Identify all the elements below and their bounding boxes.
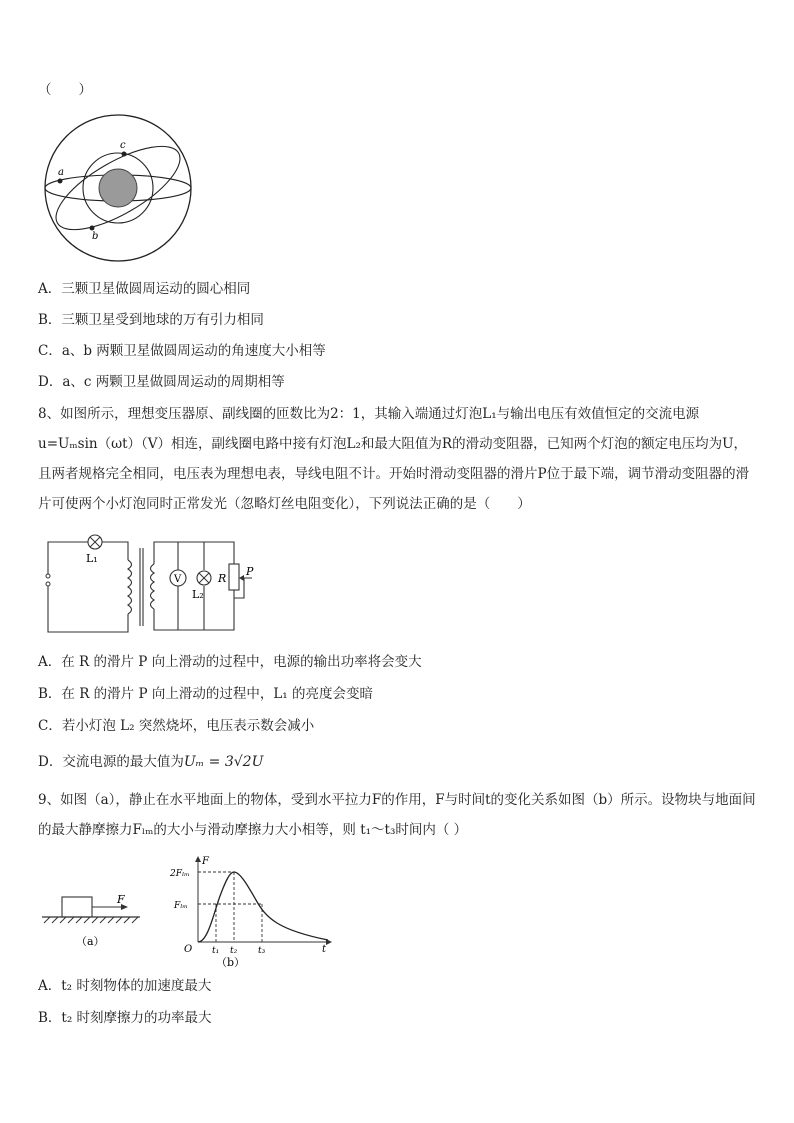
earth [99, 169, 137, 207]
f-axis-label: F [202, 856, 209, 867]
ground-hatching [44, 917, 138, 923]
t-axis-label: t [322, 944, 327, 955]
satellite-a-label: a [58, 167, 64, 178]
satellite-c-label: c [120, 140, 126, 151]
force-curve [198, 872, 328, 942]
y-tick-flm: Fₗₘ [174, 901, 188, 911]
x-tick-t2: t₂ [230, 946, 238, 956]
q7-option-b: B．三颗卫星受到地球的万有引力相同 [38, 312, 264, 328]
figure-a-block-on-ground [40, 888, 150, 952]
satellite-b-label: b [92, 231, 99, 242]
source-terminal-bottom [46, 582, 50, 586]
origin-label: O [184, 944, 193, 955]
transformer-circuit-diagram [42, 530, 252, 638]
source-terminal-top [46, 574, 50, 578]
q8-option-c: C．若小灯泡 L₂ 突然烧坏，电压表示数会减小 [38, 718, 315, 734]
q8-option-d-text: D．交流电源的最大值为 [38, 754, 184, 770]
figure-b-caption: （b） [216, 956, 246, 969]
q9-question-text: 9、如图（a），静止在水平地面上的物体，受到水平拉力F的作用，F与时间t的变化关系如图（b）所示。设物块与地面间的最大静摩擦力Fₗₘ的大小与滑动摩擦力大小相等，则 t₁～t₃时间内（ ） [38, 792, 756, 838]
figure-b-force-time-graph [168, 852, 338, 968]
rheostat-r-label: R [218, 572, 227, 585]
q8-option-b: B．在 R 的滑片 P 向上滑动的过程中，L₁ 的亮度会变暗 [38, 686, 374, 702]
slider-p-label: P [246, 565, 254, 578]
satellite-a-dot [58, 179, 63, 184]
answer-paren: （ ） [38, 82, 92, 98]
satellite-c-dot [122, 152, 127, 157]
q8-option-d-formula: Uₘ = 3√2U [183, 754, 264, 770]
q9-option-a: A．t₂ 时刻物体的加速度最大 [38, 978, 212, 994]
l2-label: L₂ [192, 588, 204, 601]
q7-option-c: C．a、b 两颗卫星做圆周运动的角速度大小相等 [38, 343, 326, 359]
l1-label: L₁ [86, 552, 98, 565]
x-tick-t3: t₃ [258, 946, 266, 956]
x-tick-t1: t₁ [212, 946, 220, 956]
satellite-b-dot [90, 226, 95, 231]
q8-question-text: 8、如图所示，理想变压器原、副线圈的匝数比为2：1，其输入端通过灯泡L₁与输出电压有效值恒定的交流电源u=Uₘsin（ωt）（V）相连，副线圈电路中接有灯泡L₂和最大阻值为R的滑动变阻器，已知两个灯泡的额定电压均为U，且两者规格完全相同，电压表为理想电表，导线电阻不计。开始时滑动变阻器的滑片P位于最下端，调节滑动变阻器的滑片可使两个小灯泡同时正常发光（忽略灯丝电阻变化），下列说法正确的是（ ） [38, 406, 750, 512]
q8-option-a: A．在 R 的滑片 P 向上滑动的过程中，电源的输出功率将会变大 [38, 654, 422, 670]
q9-option-b: B．t₂ 时刻摩擦力的功率最大 [38, 1010, 212, 1026]
voltmeter-label: V [174, 574, 182, 585]
figure-a-caption: （a） [76, 935, 105, 948]
q7-option-a: A．三颗卫星做圆周运动的圆心相同 [38, 281, 251, 297]
q8-option-d [38, 752, 263, 772]
force-label: F [117, 893, 125, 906]
satellite-orbit-figure [42, 102, 194, 268]
y-tick-2flm: 2Fₗₘ [170, 869, 190, 879]
lamp-l1-symbol [88, 535, 102, 549]
q7-option-d: D．a、c 两颗卫星做圆周运动的周期相等 [38, 374, 285, 390]
lamp-l2-symbol [197, 571, 211, 585]
block [62, 897, 92, 917]
